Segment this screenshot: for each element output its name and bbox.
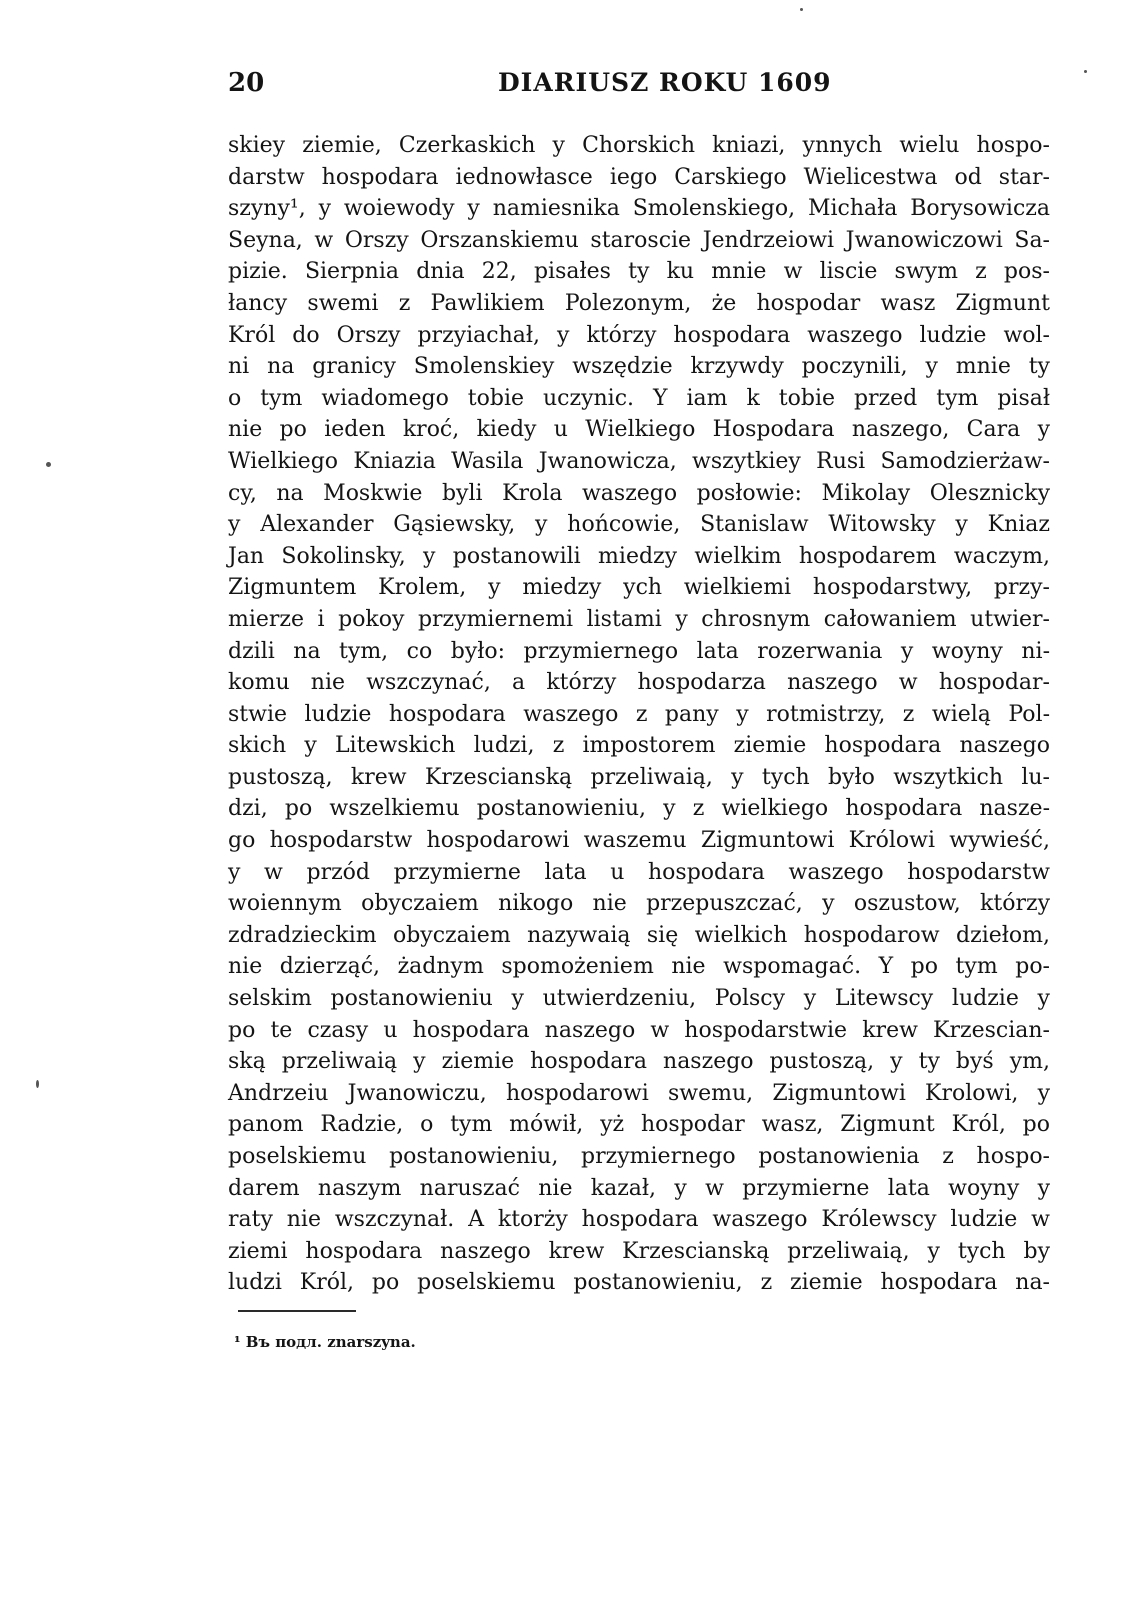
text-line: nie po ieden kroć, kiedy u Wielkiego Hospodara naszego, Cara y [228, 417, 1050, 443]
footnote: ¹ Въ подл. znarszyna. [234, 1333, 416, 1351]
text-line: darem naszym naruszać nie kazał, y w przymierne lata woyny y [228, 1175, 1050, 1201]
text-line: y Alexander Gąsiewsky, y hońcowie, Stanislaw Witowsky y Kniaz [228, 512, 1050, 538]
text-line: skiey ziemie, Czerkaskich y Chorskich kniazi, ynnych wielu hospo- [228, 133, 1050, 158]
text-line: nie dzierząć, żadnym spomożeniem nie wspomagać. Y po tym po- [228, 954, 1050, 980]
text-line: stwie ludzie hospodara waszego z pany y rotmistrzy, z wielą Pol- [228, 701, 1050, 727]
text-line: raty nie wszczynał. A ktorży hospodara waszego Królewscy ludzie w [228, 1207, 1050, 1233]
body-text [228, 130, 1050, 1299]
text-line: dzili na tym, co było: przymiernego lata rozerwania y woyny ni- [228, 638, 1050, 664]
text-line: Wielkiego Kniazia Wasila Jwanowicza, wszytkiey Rusi Samodzierżaw- [228, 448, 1050, 474]
text-line: ludzi Król, po poselskiemu postanowieniu, z ziemie hospodara na- [228, 1270, 1050, 1296]
text-line: darstw hospodara iednowłasce iego Carskiego Wielicestwa od star- [228, 164, 1050, 190]
text-line: zdradzieckim obyczaiem nazywaią się wielkich hospodarow dziełom, [228, 922, 1050, 948]
print-speck [36, 1080, 39, 1088]
text-line: woiennym obyczaiem nikogo nie przepuszczać, y oszustow, którzy [228, 891, 1050, 917]
text-line: pustoszą, krew Krzescianską przeliwaią, y tych było wszytkich lu- [228, 764, 1050, 790]
print-speck [800, 8, 803, 11]
text-line: poselskiemu postanowieniu, przymiernego postanowienia z hospo- [228, 1144, 1050, 1169]
text-line: Król do Orszy przyiachał, y którzy hospodara waszego ludzie wol- [228, 322, 1050, 348]
text-line: po te czasy u hospodara naszego w hospodarstwie krew Krzescian- [228, 1017, 1050, 1043]
text-line: ni na granicy Smolenskiey wszędzie krzywdy poczynili, y mnie ty [228, 354, 1050, 380]
footnote-divider [238, 1310, 356, 1312]
text-line: ską przeliwaią y ziemie hospodara naszego pustoszą, y ty byś ym, [228, 1049, 1050, 1075]
text-line: skich y Litewskich ludzi, z impostorem ziemie hospodara naszego [228, 733, 1050, 759]
text-line: selskim postanowieniu y utwierdzeniu, Polscy y Litewscy ludzie y [228, 986, 1050, 1012]
page-number: 20 [228, 68, 265, 98]
print-speck [1084, 70, 1087, 73]
text-line: cy, na Moskwie byli Krola waszego posłowie: Mikolay Olesznicky [228, 480, 1050, 506]
text-line: komu nie wszczynać, a którzy hospodarza naszego w hospodar- [228, 670, 1050, 696]
text-line: panom Radzie, o tym mówił, yż hospodar wasz, Zigmunt Król, po [228, 1112, 1050, 1138]
text-line: łancy swemi z Pawlikiem Polezonym, że hospodar wasz Zigmunt [228, 290, 1050, 316]
text-line: dzi, po wszelkiemu postanowieniu, y z wielkiego hospodara nasze- [228, 796, 1050, 822]
text-line: szyny¹, y woiewody y namiesnika Smolenskiego, Michała Borysowicza [228, 196, 1050, 222]
text-line: o tym wiadomego tobie uczynic. Y iam k tobie przed tym pisał [228, 385, 1050, 411]
text-line: y w przód przymierne lata u hospodara waszego hospodarstw [228, 859, 1050, 885]
text-line: ziemi hospodara naszego krew Krzescianską przeliwaią, y tych by [228, 1238, 1050, 1264]
running-title: DIARIUSZ ROKU 1609 [498, 68, 832, 97]
page-header [228, 68, 1050, 114]
text-line: mierze i pokoy przymiernemi listami y chrosnym całowaniem utwier- [228, 606, 1050, 632]
text-line: Jan Sokolinsky, y postanowili miedzy wielkim hospodarem waczym, [228, 543, 1050, 569]
text-line: go hospodarstw hospodarowi waszemu Zigmuntowi Królowi wywieść, [228, 828, 1050, 854]
print-speck [46, 462, 51, 467]
text-line: pizie. Sierpnia dnia 22, pisałes ty ku mnie w liscie swym z pos- [228, 259, 1050, 285]
text-line: Zigmuntem Krolem, y miedzy ych wielkiemi hospodarstwy, przy- [228, 575, 1050, 601]
text-line: Andrzeiu Jwanowiczu, hospodarowi swemu, Zigmuntowi Krolowi, y [228, 1080, 1050, 1106]
text-line: Seyna, w Orszy Orszanskiemu staroscie Jendrzeiowi Jwanowiczowi Sa- [228, 227, 1050, 253]
